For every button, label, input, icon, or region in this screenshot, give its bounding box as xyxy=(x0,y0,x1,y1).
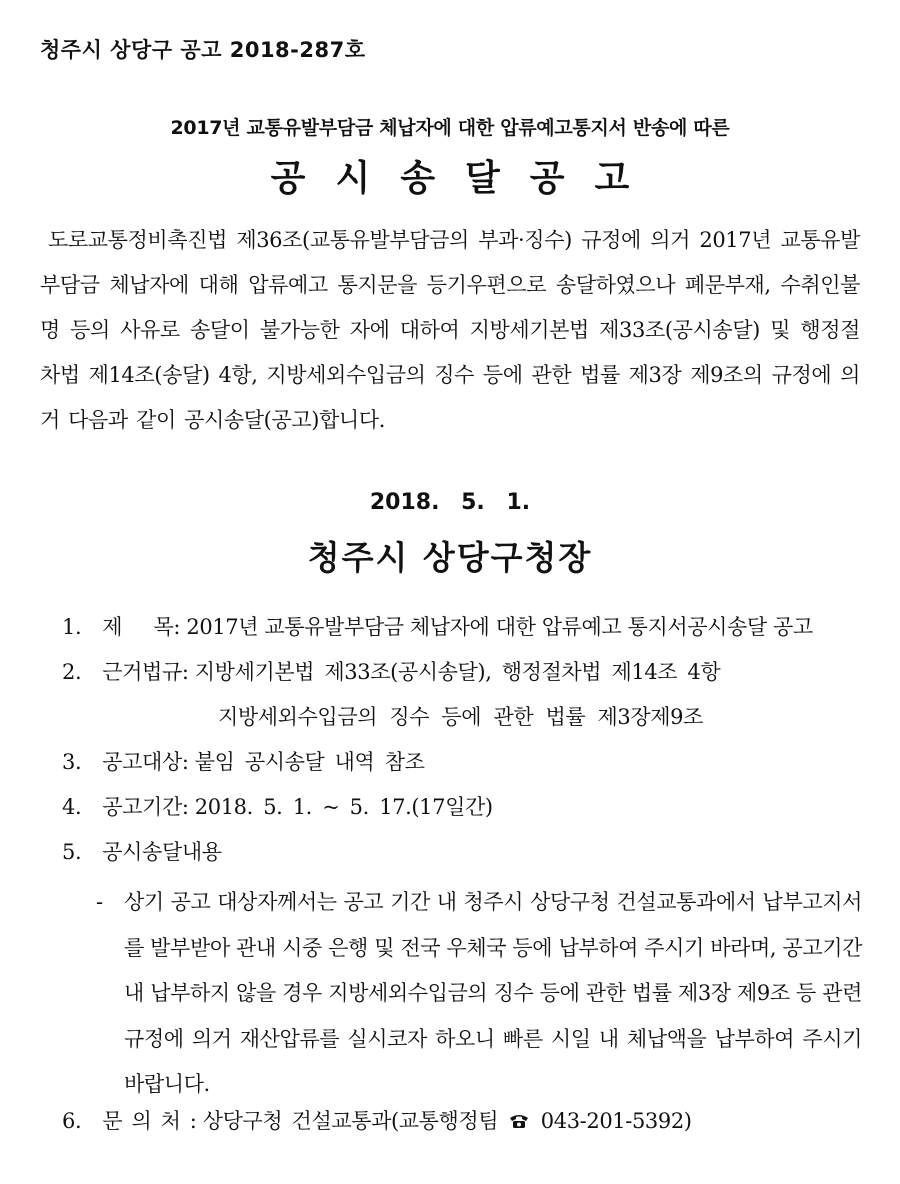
item-number: 2. xyxy=(62,660,82,684)
item-label: 공고대상: xyxy=(102,750,189,774)
phone-number: 043-201-5392) xyxy=(540,1109,692,1133)
bullet-dash: - xyxy=(96,890,103,914)
item-value: 붙임 공시송달 내역 참조 xyxy=(194,750,425,774)
list-item-legal-basis xyxy=(62,657,862,687)
item-number: 3. xyxy=(62,750,82,774)
list-item-contact xyxy=(62,1106,862,1136)
item-value: 2017년 교통유발부담금 체납자에 대한 압류예고 통지서공시송달 공고 xyxy=(186,615,813,639)
content-description xyxy=(96,880,862,1108)
item-label: 근거법규: xyxy=(102,660,189,684)
item-label: 문 의 처 : xyxy=(102,1109,197,1133)
list-item-content xyxy=(62,837,862,867)
item-value: 2018. 5. 1. ~ 5. 17.(17일간) xyxy=(194,795,493,819)
item-label: 제 목: xyxy=(102,615,181,639)
list-item-subject xyxy=(62,612,862,642)
list-item-target xyxy=(62,747,862,777)
item-value: 지방세기본법 제33조(공시송달), 행정절차법 제14조 4항 xyxy=(194,660,721,684)
intro-paragraph: 도로교통정비촉진법 제36조(교통유발부담금의 부과·징수) 규정에 의거 2017년 교통유발부담금 체납자에 대해 압류예고 통지문을 등기우편으로 송달하였으나 폐문부재, 수취인불명 등의 사유로 송달이 불가능한 자에 대하여 지방세기본법 제33조(공시송달) 및 행정절차법 제14조(송달) 4항, 지방세외수입금의 징수 등에 관한 법률 제3장 제9조의 규정에 의거 다음과 같이 공시송달(공고)합니다. xyxy=(40,228,860,432)
document-subtitle: 2017년 교통유발부담금 체납자에 대한 압류예고통지서 반송에 따른 xyxy=(170,117,730,139)
notice-number: 청주시 상당구 공고 2018-287호 xyxy=(40,38,366,62)
notice-date: 2018. 5. 1. xyxy=(369,490,531,515)
item-value: 상당구청 건설교통과(교통행정팀 xyxy=(202,1109,499,1133)
document-title: 공시송달공고 xyxy=(270,158,660,199)
content-text: 상기 공고 대상자께서는 공고 기간 내 청주시 상당구청 건설교통과에서 납부고지서를 발부받아 관내 시중 은행 및 전국 우체국 등에 납부하여 주시기 바라며, 공고기간 내 납부하지 않을 경우 지방세외수입금의 징수 등에 관한 법률 제3장 제9조 등 관련규정에 의거 재산압류를 실시코자 하오니 빠른 시일 내 체납액을 납부하여 주시기 바랍니다. xyxy=(124,890,862,1096)
list-item-period xyxy=(62,792,862,822)
item-number: 6. xyxy=(62,1109,82,1133)
item-number: 1. xyxy=(62,615,82,639)
item-label: 공시송달내용 xyxy=(102,840,222,864)
legal-basis-continuation: 지방세외수입금의 징수 등에 관한 법률 제3장제9조 xyxy=(218,705,704,729)
item-label: 공고기간: xyxy=(102,795,189,819)
issuer-name: 청주시 상당구청장 xyxy=(307,538,593,577)
item-number: 4. xyxy=(62,795,82,819)
item-number: 5. xyxy=(62,840,82,864)
telephone-icon xyxy=(509,1107,529,1123)
